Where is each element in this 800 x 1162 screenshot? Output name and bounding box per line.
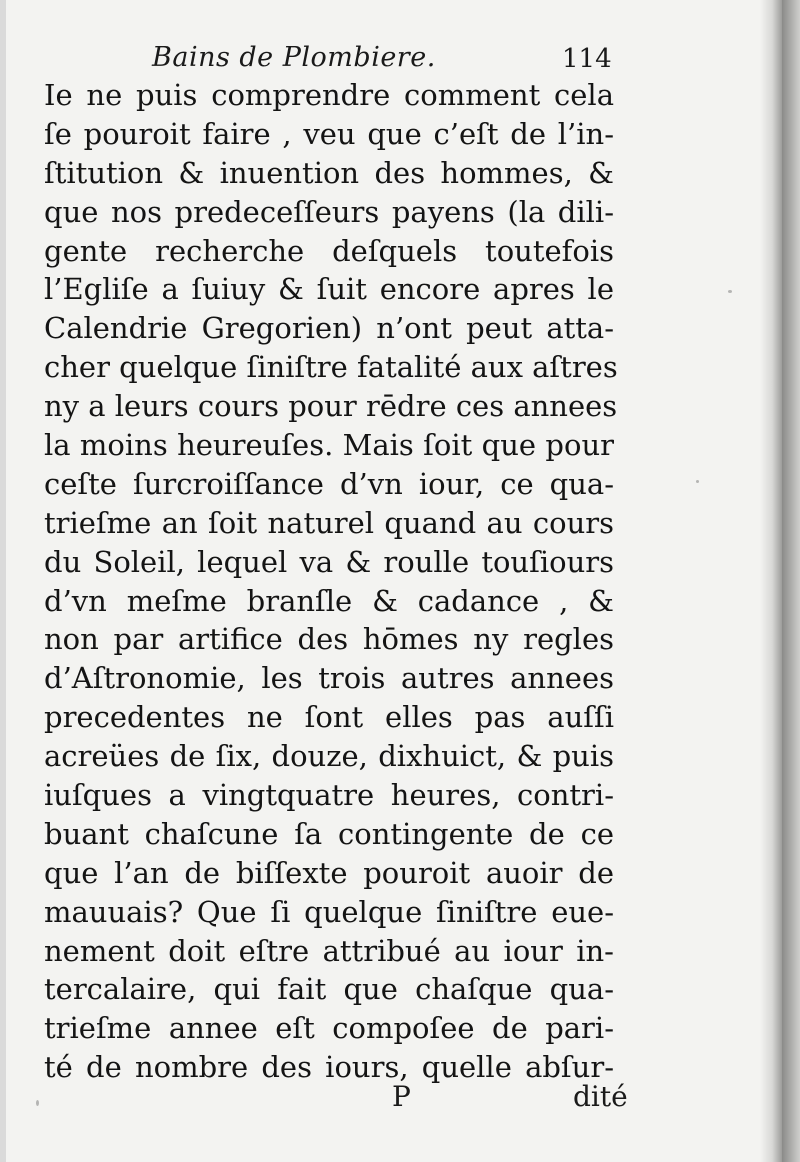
text-line: tercalaire, qui fait que chaſque qua- [44,972,614,1007]
book-spine-edge [782,0,800,1162]
text-line: que l’an de biſſexte pouroit auoir de [44,855,614,890]
text-line: Ie ne puis comprendre comment cela [44,78,614,112]
page-edge-shadow [760,0,782,1162]
signature-mark: P [392,1080,411,1113]
paper-speck [36,1100,39,1106]
text-line: trieſme an ſoit naturel quand au cours [44,505,614,540]
text-line: mauuais? Que ſi quelque ſiniſtre eue- [44,894,614,929]
page-footer [6,1080,782,1120]
text-line: buant chaſcune ſa contingente de ce [44,816,614,851]
catchword: dité [573,1080,628,1113]
text-line: Calendrie Gregorien) n’ont peut atta- [44,311,614,346]
text-line: non par artifice des hōmes ny regles [44,622,614,657]
text-line: ſtitution & inuention des hommes, & [44,155,614,190]
text-line: té de nombre des iours, quelle abſur- [44,1050,614,1085]
text-line: precedentes ne ſont elles pas auſſi [44,700,614,735]
text-line: la moins heureuſes. Mais ſoit que pour [44,428,614,463]
text-line: iuſques a vingtquatre heures, contri- [44,778,614,813]
running-head: Bains de Plombiere. [152,42,436,73]
text-line: nement doit eſtre attribué au iour in- [44,933,614,968]
text-line: d’Aſtronomie, les trois autres annees [44,661,614,696]
body-text [44,76,618,1087]
text-line: du Soleil, lequel va & roulle touſiours [44,544,614,579]
text-line: cher quelque ſiniſtre fatalité aux aſtres [44,350,618,385]
paper-speck [696,480,699,483]
page-header [6,38,782,78]
page-number: 114 [562,44,612,74]
text-line: gente recherche deſquels toutefois [44,233,614,268]
text-line: d’vn meſme branſle & cadance , & [44,583,614,618]
text-line: l’Egliſe a ſuiuy & ſuit encore apres le [44,272,614,307]
text-line: ſe pouroit faire , veu que c’eſt de l’in- [44,116,614,151]
text-line: que nos predeceſſeurs payens (la dili- [44,194,614,229]
text-line: ny a leurs cours pour rēdre ces annees [44,389,618,424]
text-line: acreües de ſix, douze, dixhuict, & puis [44,739,614,774]
book-page [6,0,782,1162]
text-line: trieſme annee eſt compoſee de pari- [44,1011,614,1046]
paper-speck [728,290,732,293]
text-line: ceſte ſurcroiſſance d’vn iour, ce qua- [44,466,614,501]
